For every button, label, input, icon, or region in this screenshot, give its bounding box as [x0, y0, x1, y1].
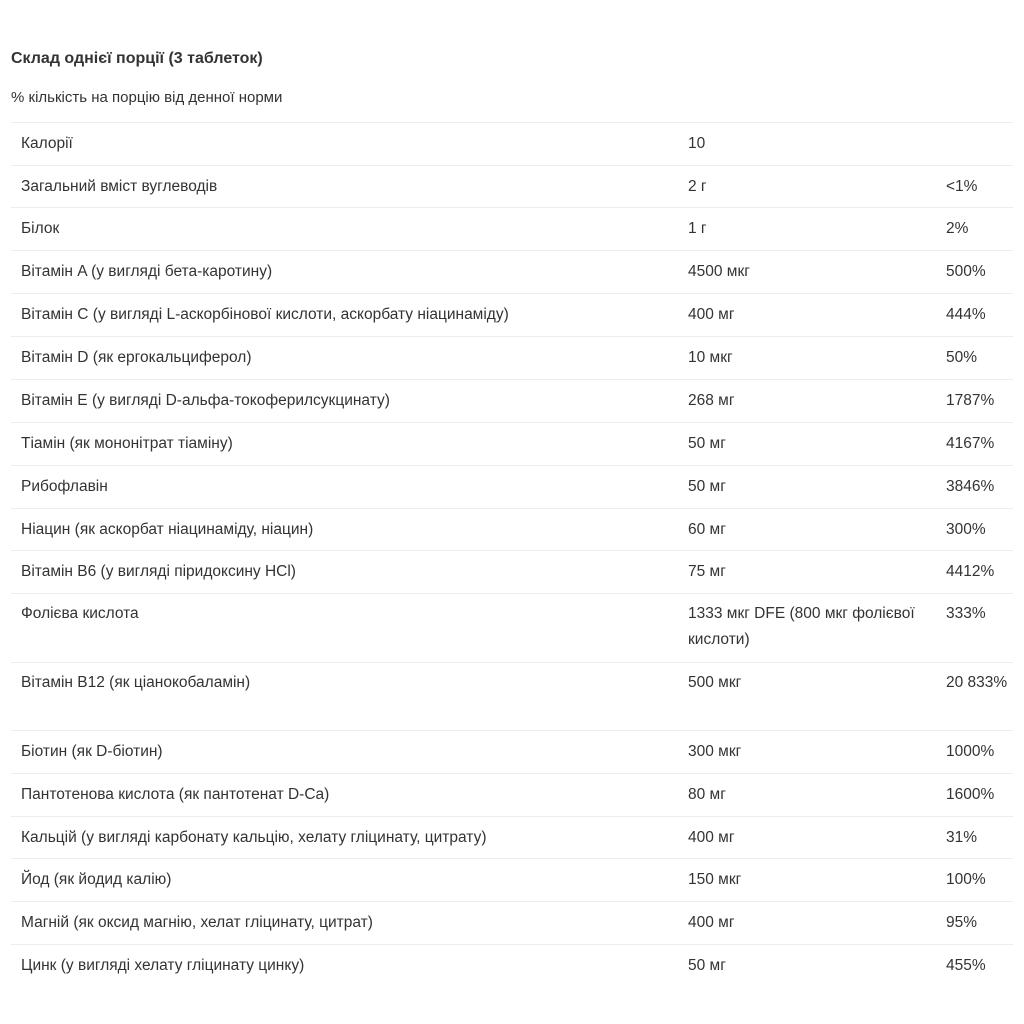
nutrient-amount: 1333 мкг DFE (800 мкг фолієвої кислоти) — [688, 605, 915, 648]
nutrient-amount: 400 мг — [688, 914, 735, 931]
table-row — [11, 774, 1013, 817]
nutrient-daily-value: 1787% — [946, 392, 995, 409]
nutrient-name: Йод (як йодид калію) — [21, 871, 172, 888]
nutrient-amount: 10 мкг — [688, 349, 733, 366]
nutrient-amount: 80 мг — [688, 786, 726, 803]
nutrient-daily-value: 333% — [946, 605, 986, 622]
nutrient-amount: 60 мг — [688, 521, 726, 538]
nutrient-name: Вітамін E (у вигляді D-альфа-токоферилсукцинату) — [21, 392, 390, 409]
table-row — [11, 208, 1013, 251]
nutrient-amount: 50 мг — [688, 435, 726, 452]
serving-title: Склад однієї порції (3 таблеток) — [11, 50, 263, 67]
nutrient-name: Цинк (у вигляді хелату гліцинату цинку) — [21, 957, 305, 974]
nutrient-daily-value: 1600% — [946, 786, 995, 803]
nutrient-amount: 2 г — [688, 178, 707, 195]
table-row — [11, 380, 1013, 423]
nutrient-name: Рибофлавін — [21, 478, 108, 495]
nutrient-name: Калорії — [21, 135, 73, 152]
nutrient-daily-value: 1000% — [946, 743, 995, 760]
nutrient-daily-value: 2% — [946, 220, 969, 237]
daily-value-note: % кількість на порцію від денної норми — [11, 89, 283, 106]
nutrient-amount: 400 мг — [688, 306, 735, 323]
table-row — [11, 859, 1013, 902]
table-row — [11, 123, 1013, 166]
nutrient-amount: 268 мг — [688, 392, 735, 409]
nutrition-table — [11, 122, 1013, 987]
nutrient-name: Фолієва кислота — [21, 605, 139, 622]
table-row — [11, 594, 1013, 663]
nutrient-daily-value: 100% — [946, 871, 986, 888]
nutrient-daily-value: 300% — [946, 521, 986, 538]
nutrient-name: Вітамін C (у вигляді L-аскорбінової кислоти, аскорбату ніацинаміду) — [21, 306, 509, 323]
nutrient-name: Білок — [21, 220, 60, 237]
nutrient-amount: 400 мг — [688, 829, 735, 846]
table-row — [11, 294, 1013, 337]
nutrient-amount: 75 мг — [688, 563, 726, 580]
nutrient-amount: 300 мкг — [688, 743, 742, 760]
nutrient-name: Вітамін B12 (як ціанокобаламін) — [21, 674, 251, 691]
nutrient-name: Тіамін (як мононітрат тіаміну) — [21, 435, 233, 452]
nutrient-amount: 10 — [688, 135, 706, 152]
nutrient-daily-value: 455% — [946, 957, 986, 974]
nutrient-amount: 1 г — [688, 220, 707, 237]
nutrient-name: Кальцій (у вигляді карбонату кальцію, хелату гліцинату, цитрату) — [21, 829, 487, 846]
nutrient-daily-value: 50% — [946, 349, 978, 366]
nutrient-daily-value: 95% — [946, 914, 978, 931]
nutrient-name: Ніацин (як аскорбат ніацинаміду, ніацин) — [21, 521, 314, 538]
nutrient-amount: 50 мг — [688, 957, 726, 974]
nutrient-daily-value: 3846% — [946, 478, 995, 495]
table-row — [11, 663, 1013, 731]
table-row — [11, 423, 1013, 466]
nutrient-amount: 4500 мкг — [688, 263, 750, 280]
nutrient-daily-value: <1% — [946, 178, 978, 195]
table-row — [11, 817, 1013, 859]
nutrient-name: Біотин (як D-біотин) — [21, 743, 163, 760]
table-row — [11, 945, 1013, 987]
nutrient-amount: 150 мкг — [688, 871, 742, 888]
table-row — [11, 509, 1013, 551]
table-row — [11, 166, 1013, 208]
nutrient-name: Магній (як оксид магнію, хелат гліцинату, цитрат) — [21, 914, 373, 931]
table-row — [11, 251, 1013, 294]
table-row — [11, 902, 1013, 945]
nutrient-daily-value: 4167% — [946, 435, 995, 452]
nutrient-name: Пантотенова кислота (як пантотенат D-Ca) — [21, 786, 330, 803]
nutrient-amount: 500 мкг — [688, 674, 742, 691]
nutrient-daily-value: 4412% — [946, 563, 995, 580]
table-row — [11, 731, 1013, 774]
table-row — [11, 551, 1013, 594]
nutrient-daily-value: 500% — [946, 263, 986, 280]
nutrient-name: Вітамін B6 (у вигляді піридоксину HCl) — [21, 563, 296, 580]
nutrient-daily-value: 20 833% — [946, 674, 1008, 691]
nutrient-daily-value: 444% — [946, 306, 986, 323]
nutrient-name: Загальний вміст вуглеводів — [21, 178, 218, 195]
nutrient-name: Вітамін A (у вигляді бета-каротину) — [21, 263, 273, 280]
nutrient-name: Вітамін D (як ергокальциферол) — [21, 349, 252, 366]
nutrient-daily-value: 31% — [946, 829, 978, 846]
table-row — [11, 466, 1013, 509]
nutrient-amount: 50 мг — [688, 478, 726, 495]
table-row — [11, 337, 1013, 380]
